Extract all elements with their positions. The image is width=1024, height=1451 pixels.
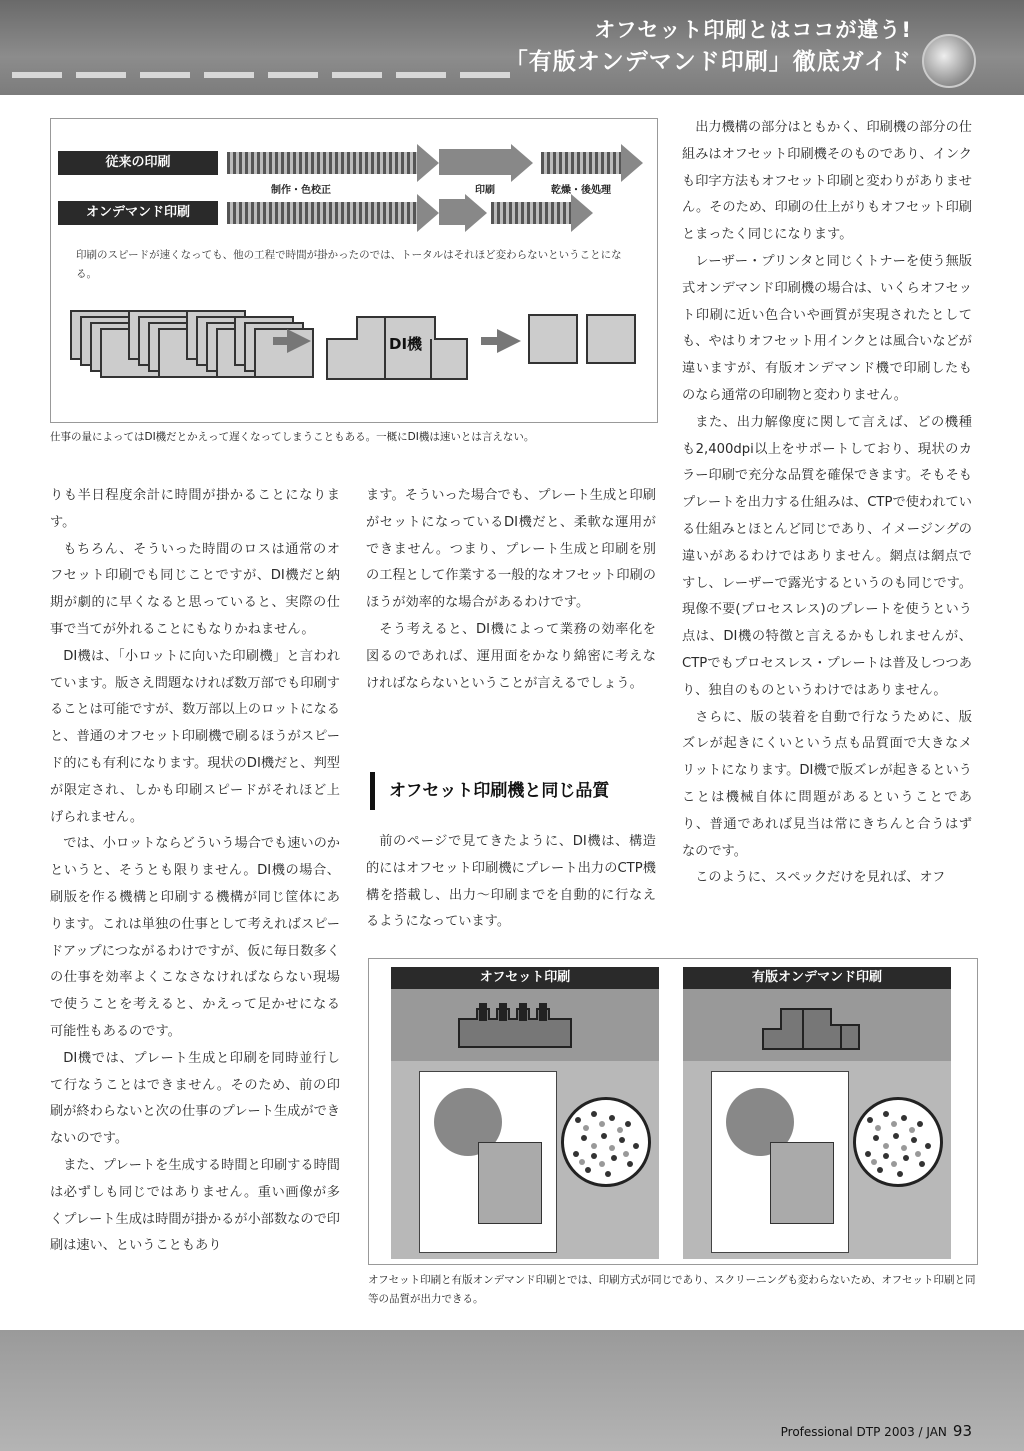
arrow-icon <box>497 329 521 353</box>
arrow-icon <box>571 194 593 232</box>
paragraph: DI機では、プレート生成と印刷を同時並行して行なうことはできません。そのため、前の印刷が終わらないと次の仕事のプレート生成ができないのです。 <box>50 1050 340 1147</box>
stage-bar-finish <box>491 202 571 224</box>
panel-offset <box>391 967 659 1259</box>
section-heading: オフセット印刷機と同じ品質 <box>370 772 660 810</box>
stage-bar-print <box>439 199 465 225</box>
header-orb-icon <box>922 34 976 88</box>
paragraph: さらに、版の装着を自動で行なうために、版ズレが起きにくいという点も品質面で大きなメリットになります。DI機で版ズレが起きるということは機械自体に問題があるということであり、普通であれば見当は常にきちんと合うはずなのです。 <box>682 709 972 859</box>
header-subtitle: オフセット印刷とはココが違う! <box>594 18 912 42</box>
header-dash <box>12 72 62 78</box>
magazine-name: Professional DTP 2003 / JAN <box>780 1425 947 1439</box>
stage-label-finish: 乾燥・後処理 <box>551 185 611 196</box>
header-dash <box>460 72 510 78</box>
paragraph: もちろん、そういった時間のロスは通常のオフセット印刷でも同じことですが、DI機だと納期が劇的に早くなると思っていると、実際の仕事で当てが外れることにもなりかねません。 <box>50 541 340 637</box>
column-2-continued <box>366 829 656 936</box>
folio <box>781 1422 972 1440</box>
halftone-zoom <box>853 1097 943 1187</box>
stage-bar-finish <box>541 152 621 174</box>
page-header <box>0 0 1024 95</box>
label-traditional: 従来の印刷 <box>58 151 218 175</box>
stage-bar-print <box>439 149 511 175</box>
arrow-icon <box>417 194 439 232</box>
page-body <box>0 95 1024 1330</box>
stage-label-print: 印刷 <box>475 185 495 196</box>
paragraph: このように、スペックだけを見れば、オフ <box>695 870 946 886</box>
column-1 <box>50 483 340 1260</box>
arrow-icon <box>417 144 439 182</box>
figure-quality-comparison <box>368 958 978 1265</box>
arrow-icon <box>511 144 533 182</box>
di-machine-diagram <box>65 299 645 399</box>
header-dash <box>140 72 190 78</box>
column-2 <box>366 483 656 697</box>
header-dash <box>396 72 446 78</box>
stage-label-prep: 制作・色校正 <box>271 185 331 196</box>
paragraph: ます。そういった場合でも、プレート生成と印刷がセットになっているDI機だと、柔軟な運用ができません。つまり、プレート生成と印刷を別の工程として作業する一般的なオフセット印刷のほうが効率的な場合があるわけです。 <box>366 488 656 611</box>
printed-page <box>419 1071 557 1253</box>
panel-ondemand <box>683 967 951 1259</box>
ondemand-press-icon <box>683 989 951 1061</box>
paragraph: また、出力解像度に関して言えば、どの機種も2,400dpi以上をサポートしており、現状のカラー印刷で充分な品質を確保できます。そもそもプレートを出力する仕組みは、CTPで使われている仕組みとほとんど同じであり、イメージングの違いがあるわけではありません。網点は網点ですし、レーザーで露光するというのも同じです。現像不要(プロセスレス)のプレートを使うという点は、DI機の特徴と言えるかもしれませんが、CTPでもプロセスレス・プレートは普及しつつあり、独自のものというわけではありません。 <box>682 414 972 698</box>
panel-title: オフセット印刷 <box>391 967 659 989</box>
figure-note: 印刷のスピードが速くなっても、他の工程で時間が掛かったのでは、トータルはそれほど変わらないということになる。 <box>76 249 622 280</box>
header-dash <box>332 72 382 78</box>
figure2-caption: オフセット印刷と有版オンデマンド印刷とでは、印刷方式が同じであり、スクリーニングも変わらないため、オフセット印刷と同等の品質が出力できる。 <box>368 1274 976 1305</box>
stage-bar-prep <box>227 152 417 174</box>
di-machine-label: DI機 <box>389 335 423 353</box>
paragraph: DI機は、「小ロットに向いた印刷機」と言われています。版さえ問題なければ数万部でも印刷することは可能ですが、数万部以上のロットになると、普通のオフセット印刷機で刷るほうがスピード的にも有利になります。現状のDI機だと、判型が限定され、しかも印刷スピードがそれほど上げられません。 <box>50 648 340 825</box>
printed-page <box>711 1071 849 1253</box>
header-title: 「有版オンデマンド印刷」徹底ガイド <box>504 49 912 75</box>
halftone-zoom <box>561 1097 651 1187</box>
arrow-icon <box>465 194 487 232</box>
figure-timeline <box>50 118 658 423</box>
page-number: 93 <box>952 1422 972 1440</box>
page-footer <box>0 1330 1024 1451</box>
stage-bar-prep <box>227 202 417 224</box>
figure1-caption: 仕事の量によってはDI機だとかえって遅くなってしまうこともある。一概にDI機は速いとは言えない。 <box>50 431 535 443</box>
paragraph: 前のページで見てきたように、DI機は、構造的にはオフセット印刷機にプレート出力のCTP機構を搭載し、出力～印刷までを自動的に行なえるようになっています。 <box>366 834 656 930</box>
paragraph: では、小ロットならどういう場合でも速いのかというと、そうとも限りません。DI機の場合、刷版を作る機構と印刷する機構が同じ筐体にあります。これは単独の仕事として考えればスピードアップにつながるわけですが、仮に毎日数多くの仕事を効率よくこなさなければならない現場で使うことを考えると、かえって足かせになる可能性もあるのです。 <box>50 836 340 1039</box>
header-dash <box>76 72 126 78</box>
output-square <box>529 315 577 363</box>
offset-press-icon <box>391 989 659 1061</box>
header-dash <box>268 72 318 78</box>
arrow-icon <box>621 144 643 182</box>
column-3 <box>682 115 972 892</box>
panel-title: 有版オンデマンド印刷 <box>683 967 951 989</box>
paragraph: 出力機構の部分はともかく、印刷機の部分の仕組みはオフセット印刷機そのものであり、インクも印字方法もオフセット印刷と変わりがありません。そのため、印刷の仕上がりもオフセット印刷とまったく同じになります。 <box>682 120 972 243</box>
paragraph: そう考えると、DI機によって業務の効率化を図るのであれば、運用面をかなり綿密に考えなければならないということが言えるでしょう。 <box>366 621 656 691</box>
paragraph: また、プレートを生成する時間と印刷する時間は必ずしも同じではありません。重い画像が多くプレート生成は時間が掛かるが小部数なので印刷は速い、ということもあり <box>50 1157 340 1254</box>
header-dash <box>204 72 254 78</box>
paragraph: りも半日程度余計に時間が掛かることになります。 <box>50 488 340 530</box>
label-ondemand: オンデマンド印刷 <box>58 201 218 225</box>
paragraph: レーザー・プリンタと同じくトナーを使う無版式オンデマンド印刷機の場合は、いくらオフセット印刷に近い色合いや画質が実現されたとしても、やはりオフセット用インクとは風合いなどが違いますが、有版オンデマンド機で印刷したものなら通常の印刷物と変わりません。 <box>682 253 972 403</box>
output-square <box>587 315 635 363</box>
